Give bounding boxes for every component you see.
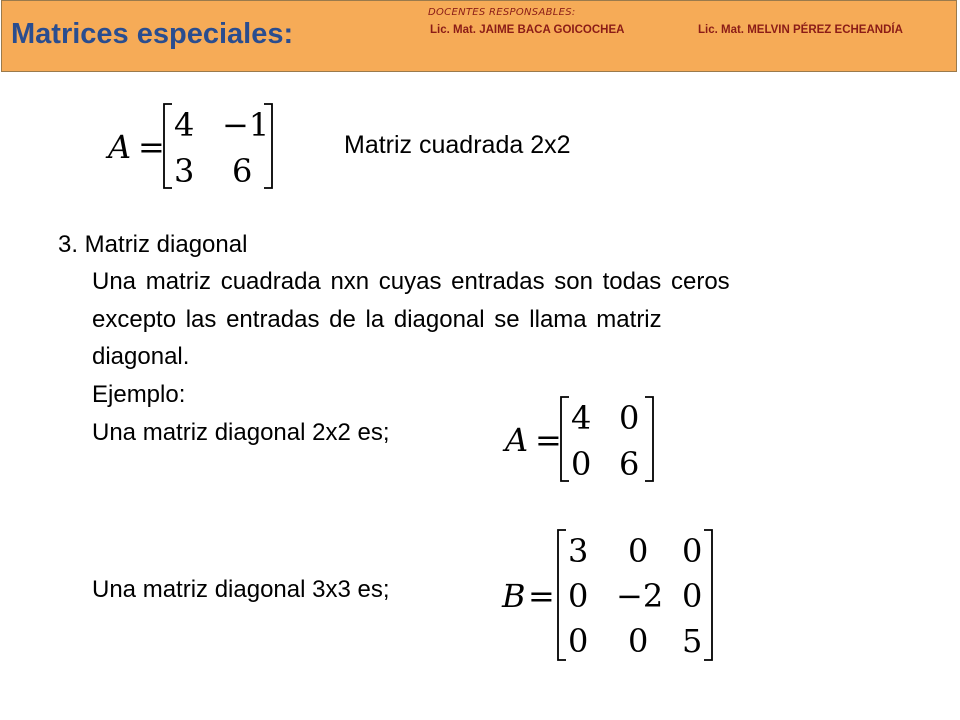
matrix-cell: 0 (682, 577, 703, 615)
right-bracket (645, 397, 653, 481)
definition-line-2: excepto las entradas de la diagonal se llama matriz (92, 306, 662, 333)
docente-1: Lic. Mat. JAIME BACA GOICOCHEA (430, 24, 625, 36)
matrix-cell: 0 (568, 622, 589, 660)
slide-title: Matrices especiales: (11, 18, 294, 50)
matrix-a-diagonal-2x2 (503, 393, 663, 485)
matrix-cell: 0 (682, 532, 703, 570)
matrix-cell: −2 (616, 577, 664, 615)
matrix-cell: 0 (628, 622, 649, 660)
definition-line-1: Una matriz cuadrada nxn cuyas entradas son todas ceros (92, 268, 730, 295)
matrix-cell: 3 (568, 532, 589, 570)
left-bracket (558, 530, 566, 660)
definition-line-3: diagonal. (92, 343, 190, 370)
matrix-b-diagonal-3x3 (500, 526, 730, 666)
matrix-cell: 4 (174, 106, 195, 144)
matrix-cell: 4 (571, 399, 592, 437)
matrix-equals: = (528, 577, 555, 615)
matrix-variable: B (502, 577, 526, 615)
matrix-cell: 6 (232, 152, 253, 190)
matrix-cell: 0 (571, 445, 592, 483)
example-label: Ejemplo: (92, 381, 186, 408)
docentes-label: DOCENTES RESPONSABLES: (428, 7, 576, 18)
matrix-cell: 3 (174, 152, 195, 190)
matrix-cell: 5 (682, 622, 703, 660)
square-matrix-caption: Matriz cuadrada 2x2 (344, 131, 571, 159)
matrix-cell: 0 (568, 577, 589, 615)
matrix-a-square (104, 100, 294, 192)
matrix-variable: A (108, 128, 132, 166)
matrix-equals: = (138, 128, 165, 166)
matrix-cell: 6 (619, 445, 640, 483)
matrix-cell: 0 (628, 532, 649, 570)
matrix-equals: = (535, 421, 562, 459)
docente-2: Lic. Mat. MELVIN PÉREZ ECHEANDÍA (698, 24, 903, 36)
matrix-variable: A (505, 421, 529, 459)
header-bar (1, 0, 957, 72)
diag2-label: Una matriz diagonal 2x2 es; (92, 419, 390, 446)
matrix-cell: 0 (619, 399, 640, 437)
left-bracket (164, 104, 172, 188)
right-bracket (704, 530, 712, 660)
diag3-label: Una matriz diagonal 3x3 es; (92, 576, 390, 603)
section-heading: 3. Matriz diagonal (58, 231, 248, 258)
matrix-cell: −1 (222, 106, 270, 144)
left-bracket (561, 397, 569, 481)
